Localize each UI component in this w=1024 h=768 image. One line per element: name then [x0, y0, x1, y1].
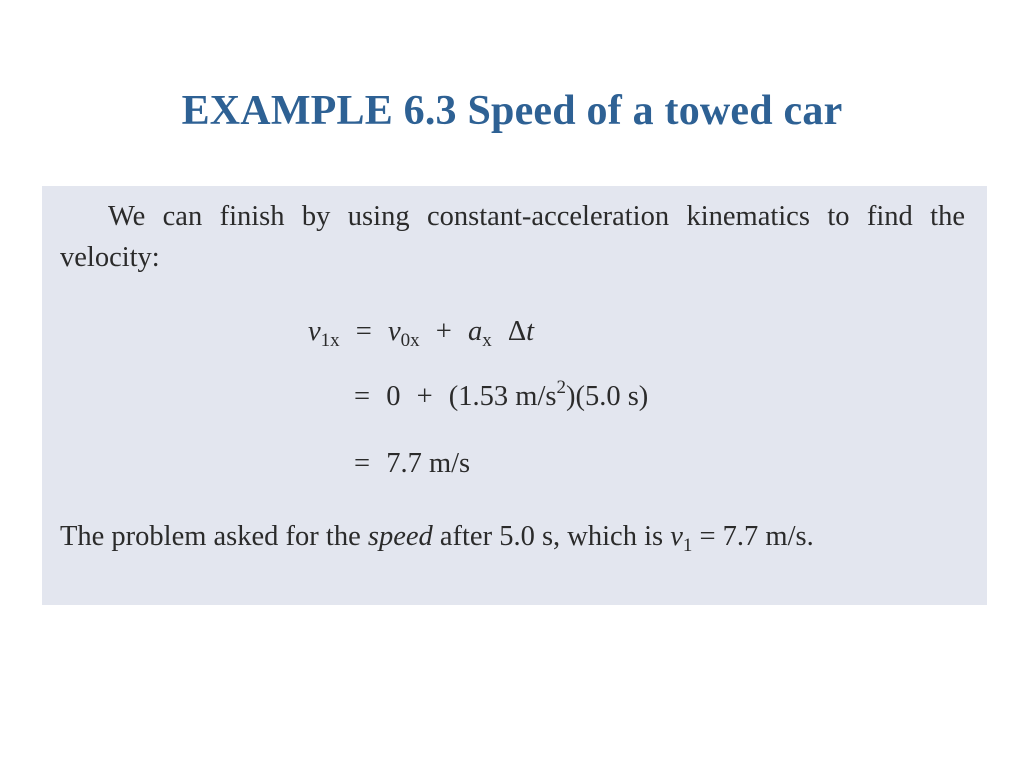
conclusion-part-3: = 7.7 m/s.: [692, 521, 814, 552]
eq3-result: 7.7 m/s: [386, 448, 471, 479]
equation-line-3: [354, 444, 470, 484]
eq2-accel: (1.53 m/s: [448, 381, 557, 412]
eq1-term2-var: a: [467, 316, 483, 347]
eq2-initial: 0: [386, 381, 401, 412]
intro-paragraph: We can finish by using constant-acceleration kinematics to find the velocity:: [60, 201, 965, 273]
conclusion-part-2: after 5.0 s, which is: [432, 521, 671, 552]
eq1-lhs-sub: 1x: [320, 330, 340, 351]
conclusion-var-sub: 1: [682, 535, 693, 556]
equation-line-1: [308, 312, 534, 352]
eq2-accel-exponent: 2: [556, 377, 566, 398]
eq2-plus: +: [416, 381, 433, 412]
eq2-time: (5.0 s): [575, 381, 649, 412]
eq1-time-var: t: [526, 316, 535, 347]
eq1-plus: +: [435, 316, 452, 347]
conclusion-paragraph: [60, 516, 965, 557]
eq1-term1-var: v: [387, 316, 401, 347]
eq1-delta: Δ: [507, 316, 527, 347]
eq2-accel-close: ): [565, 381, 576, 412]
solution-panel: [42, 186, 987, 605]
conclusion-emphasis: speed: [367, 521, 433, 552]
conclusion-var: v: [670, 521, 683, 552]
eq1-term2-sub: x: [482, 330, 492, 351]
slide-title: EXAMPLE 6.3 Speed of a towed car: [181, 88, 843, 134]
conclusion-part-1: The problem asked for the: [60, 521, 368, 552]
eq3-equals: =: [354, 448, 371, 479]
eq1-lhs-var: v: [308, 316, 321, 347]
equation-line-2: [354, 377, 648, 417]
eq1-equals: =: [355, 316, 372, 347]
eq2-equals: =: [354, 381, 371, 412]
eq1-term1-sub: 0x: [400, 330, 420, 351]
